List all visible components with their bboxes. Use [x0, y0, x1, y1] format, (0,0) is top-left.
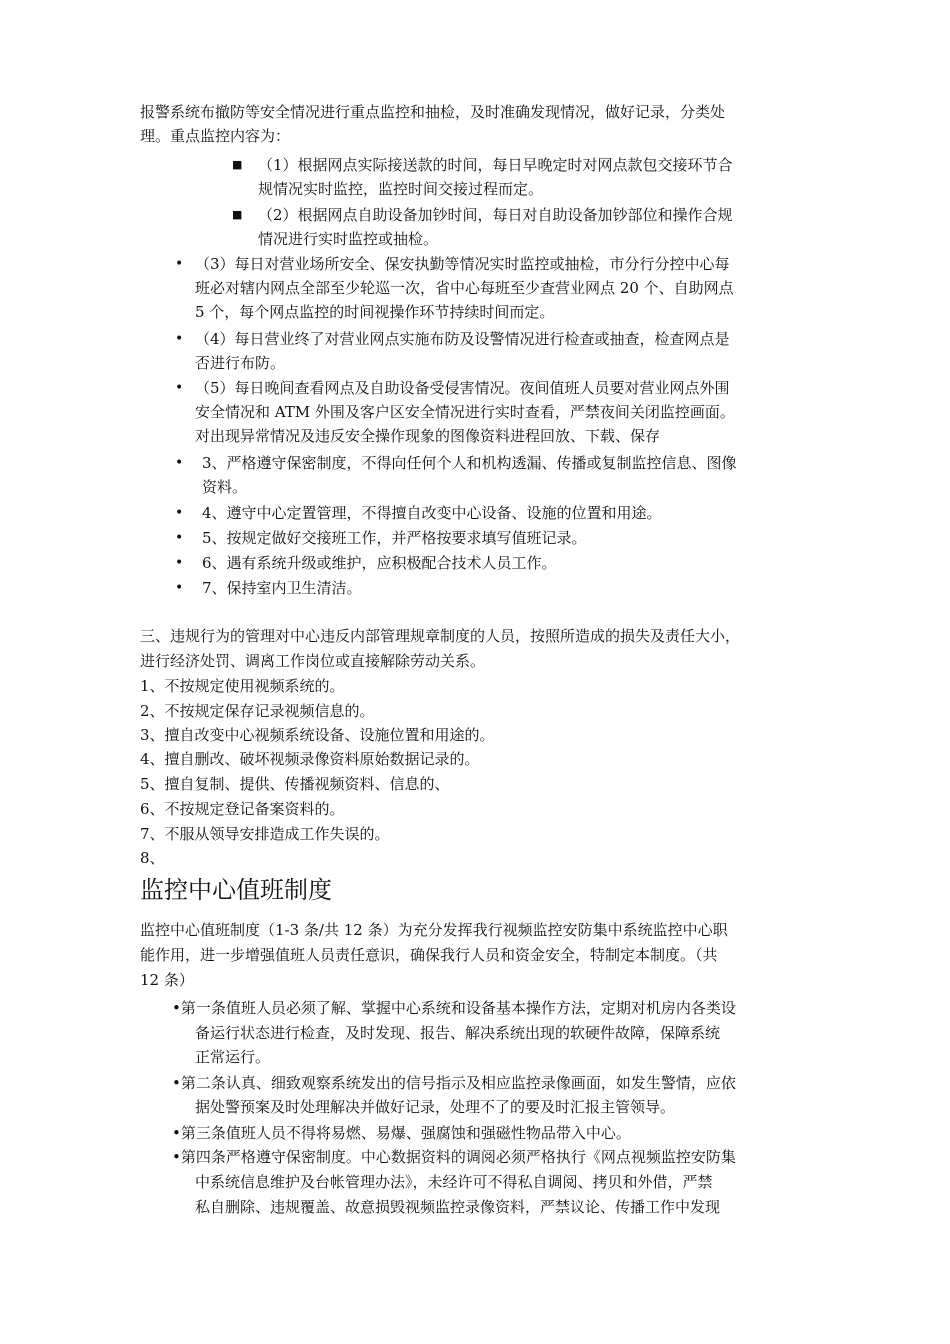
bullet-3: • — [175, 256, 184, 272]
rule-3-line-2: 资料。 — [202, 478, 248, 496]
duty-article-2-line-2: 据处警预案及时处理解决并做好记录，处理不了的要及时汇报主管领导。 — [195, 1098, 676, 1116]
rule-6-line-1: 6、遇有系统升级或维护，应积极配合技术人员工作。 — [202, 554, 557, 572]
bullet-3-line-2: 班必对辖内网点全部至少轮巡一次，省中心每班至少查营业网点 20 个、自助网点 — [195, 279, 734, 297]
section3-item-6: 6、不按规定登记备案资料的。 — [140, 800, 345, 818]
intro-line-2: 理。重点监控内容为： — [140, 127, 291, 145]
bullet-rule-3: • — [175, 455, 184, 471]
bullet-rule-6: • — [175, 555, 184, 571]
section-heading: 监控中心值班制度 — [140, 876, 332, 904]
duty-article-4-line-3: 私自删除、违规覆盖、故意损毁视频监控录像资料，严禁议论、传播工作中发现 — [195, 1198, 721, 1216]
duty-article-4-line-2: 中系统信息维护及台帐管理办法》，未经许可不得私自调阅、拷贝和外借，严禁 — [195, 1173, 713, 1191]
bullet-5-line-1: （5）每日晚间查看网点及自助设备受侵害情况。夜间值班人员要对营业网点外围 — [195, 379, 730, 397]
square-item-2-line-2: 情况进行实时监控或抽检。 — [258, 230, 439, 248]
square-item-1-line-1: （1）根据网点实际接送款的时间，每日早晚定时对网点款包交接环节合 — [258, 156, 733, 174]
bullet-4-line-1: （4）每日营业终了对营业网点实施布防及设警情况进行检查或抽查，检查网点是 — [195, 330, 730, 348]
square-item-1-line-2: 规情况实时监控，监控时间交接过程而定。 — [258, 180, 544, 198]
duty-intro-line-1: 监控中心值班制度（1-3 条/共 12 条）为充分发挥我行视频监控安防集中系统监控中心职 — [140, 921, 728, 939]
section3-line-1: 三、违规行为的管理对中心违反内部管理规章制度的人员，按照所造成的损失及责任大小， — [140, 627, 741, 645]
rule-5-line-1: 5、按规定做好交接班工作，并严格按要求填写值班记录。 — [202, 529, 587, 547]
bullet-5-line-3: 对出现异常情况及违反安全操作现象的图像资料进程回放、下载、保存 — [195, 427, 661, 445]
square-bullet-1: ■ — [232, 158, 243, 171]
square-bullet-2: ■ — [232, 208, 243, 221]
section3-item-4: 4、擅自删改、破坏视频录像资料原始数据记录的。 — [140, 750, 480, 768]
section3-item-7: 7、不服从领导安排造成工作失误的。 — [140, 825, 390, 843]
bullet-rule-4: • — [175, 505, 184, 521]
duty-article-3-line-1: •第三条值班人员不得将易燃、易爆、强腐蚀和强磁性物品带入中心。 — [172, 1124, 631, 1142]
section3-line-2: 进行经济处罚、调离工作岗位或直接解除劳动关系。 — [140, 652, 486, 670]
section3-item-1: 1、不按规定使用视频系统的。 — [140, 677, 345, 695]
section3-item-8: 8、 — [140, 849, 165, 867]
section3-item-2: 2、不按规定保存记录视频信息的。 — [140, 702, 375, 720]
duty-article-1-line-3: 正常运行。 — [195, 1048, 271, 1066]
duty-intro-line-2: 能作用，进一步增强值班人员责任意识，确保我行人员和资金安全，特制定本制度。（共 — [140, 946, 718, 964]
intro-line-1: 报警系统布撤防等安全情况进行重点监控和抽检，及时准确发现情况，做好记录，分类处 — [140, 103, 726, 121]
duty-article-2-line-1: •第二条认真、细致观察系统发出的信号指示及相应监控录像画面，如发生警情，应依 — [172, 1074, 736, 1092]
bullet-3-line-3: 5 个，每个网点监控的时间视操作环节持续时间而定。 — [195, 303, 555, 321]
rule-4-line-1: 4、遵守中心定置管理，不得擅自改变中心设备、设施的位置和用途。 — [202, 504, 662, 522]
bullet-3-line-1: （3）每日对营业场所安全、保安执勤等情况实时监控或抽检，市分行分控中心每 — [195, 255, 730, 273]
bullet-rule-5: • — [175, 530, 184, 546]
section3-item-3: 3、擅自改变中心视频系统设备、设施位置和用途的。 — [140, 726, 495, 744]
bullet-5: • — [175, 380, 184, 396]
square-item-2-line-1: （2）根据网点自助设备加钞时间，每日对自助设备加钞部位和操作合规 — [258, 206, 733, 224]
bullet-4: • — [175, 331, 184, 347]
duty-intro-line-3: 12 条） — [140, 971, 194, 989]
rule-7-line-1: 7、保持室内卫生清洁。 — [202, 579, 362, 597]
bullet-4-line-2: 否进行布防。 — [195, 354, 286, 372]
bullet-rule-7: • — [175, 580, 184, 596]
rule-3-line-1: 3、严格遵守保密制度，不得向任何个人和机构透漏、传播或复制监控信息、图像 — [202, 454, 737, 472]
bullet-5-line-2: 安全情况和 ATM 外围及客户区安全情况进行实时查看，严禁夜间关闭监控画面。 — [195, 403, 735, 421]
duty-article-4-line-1: •第四条严格遵守保密制度。中心数据资料的调阅必须严格执行《网点视频监控安防集 — [172, 1148, 736, 1166]
duty-article-1-line-1: •第一条值班人员必须了解、掌握中心系统和设备基本操作方法，定期对机房内各类设 — [172, 999, 736, 1017]
duty-article-1-line-2: 备运行状态进行检查，及时发现、报告、解决系统出现的软硬件故障，保障系统 — [195, 1024, 721, 1042]
section3-item-5: 5、擅自复制、提供、传播视频资料、信息的、 — [140, 775, 450, 793]
